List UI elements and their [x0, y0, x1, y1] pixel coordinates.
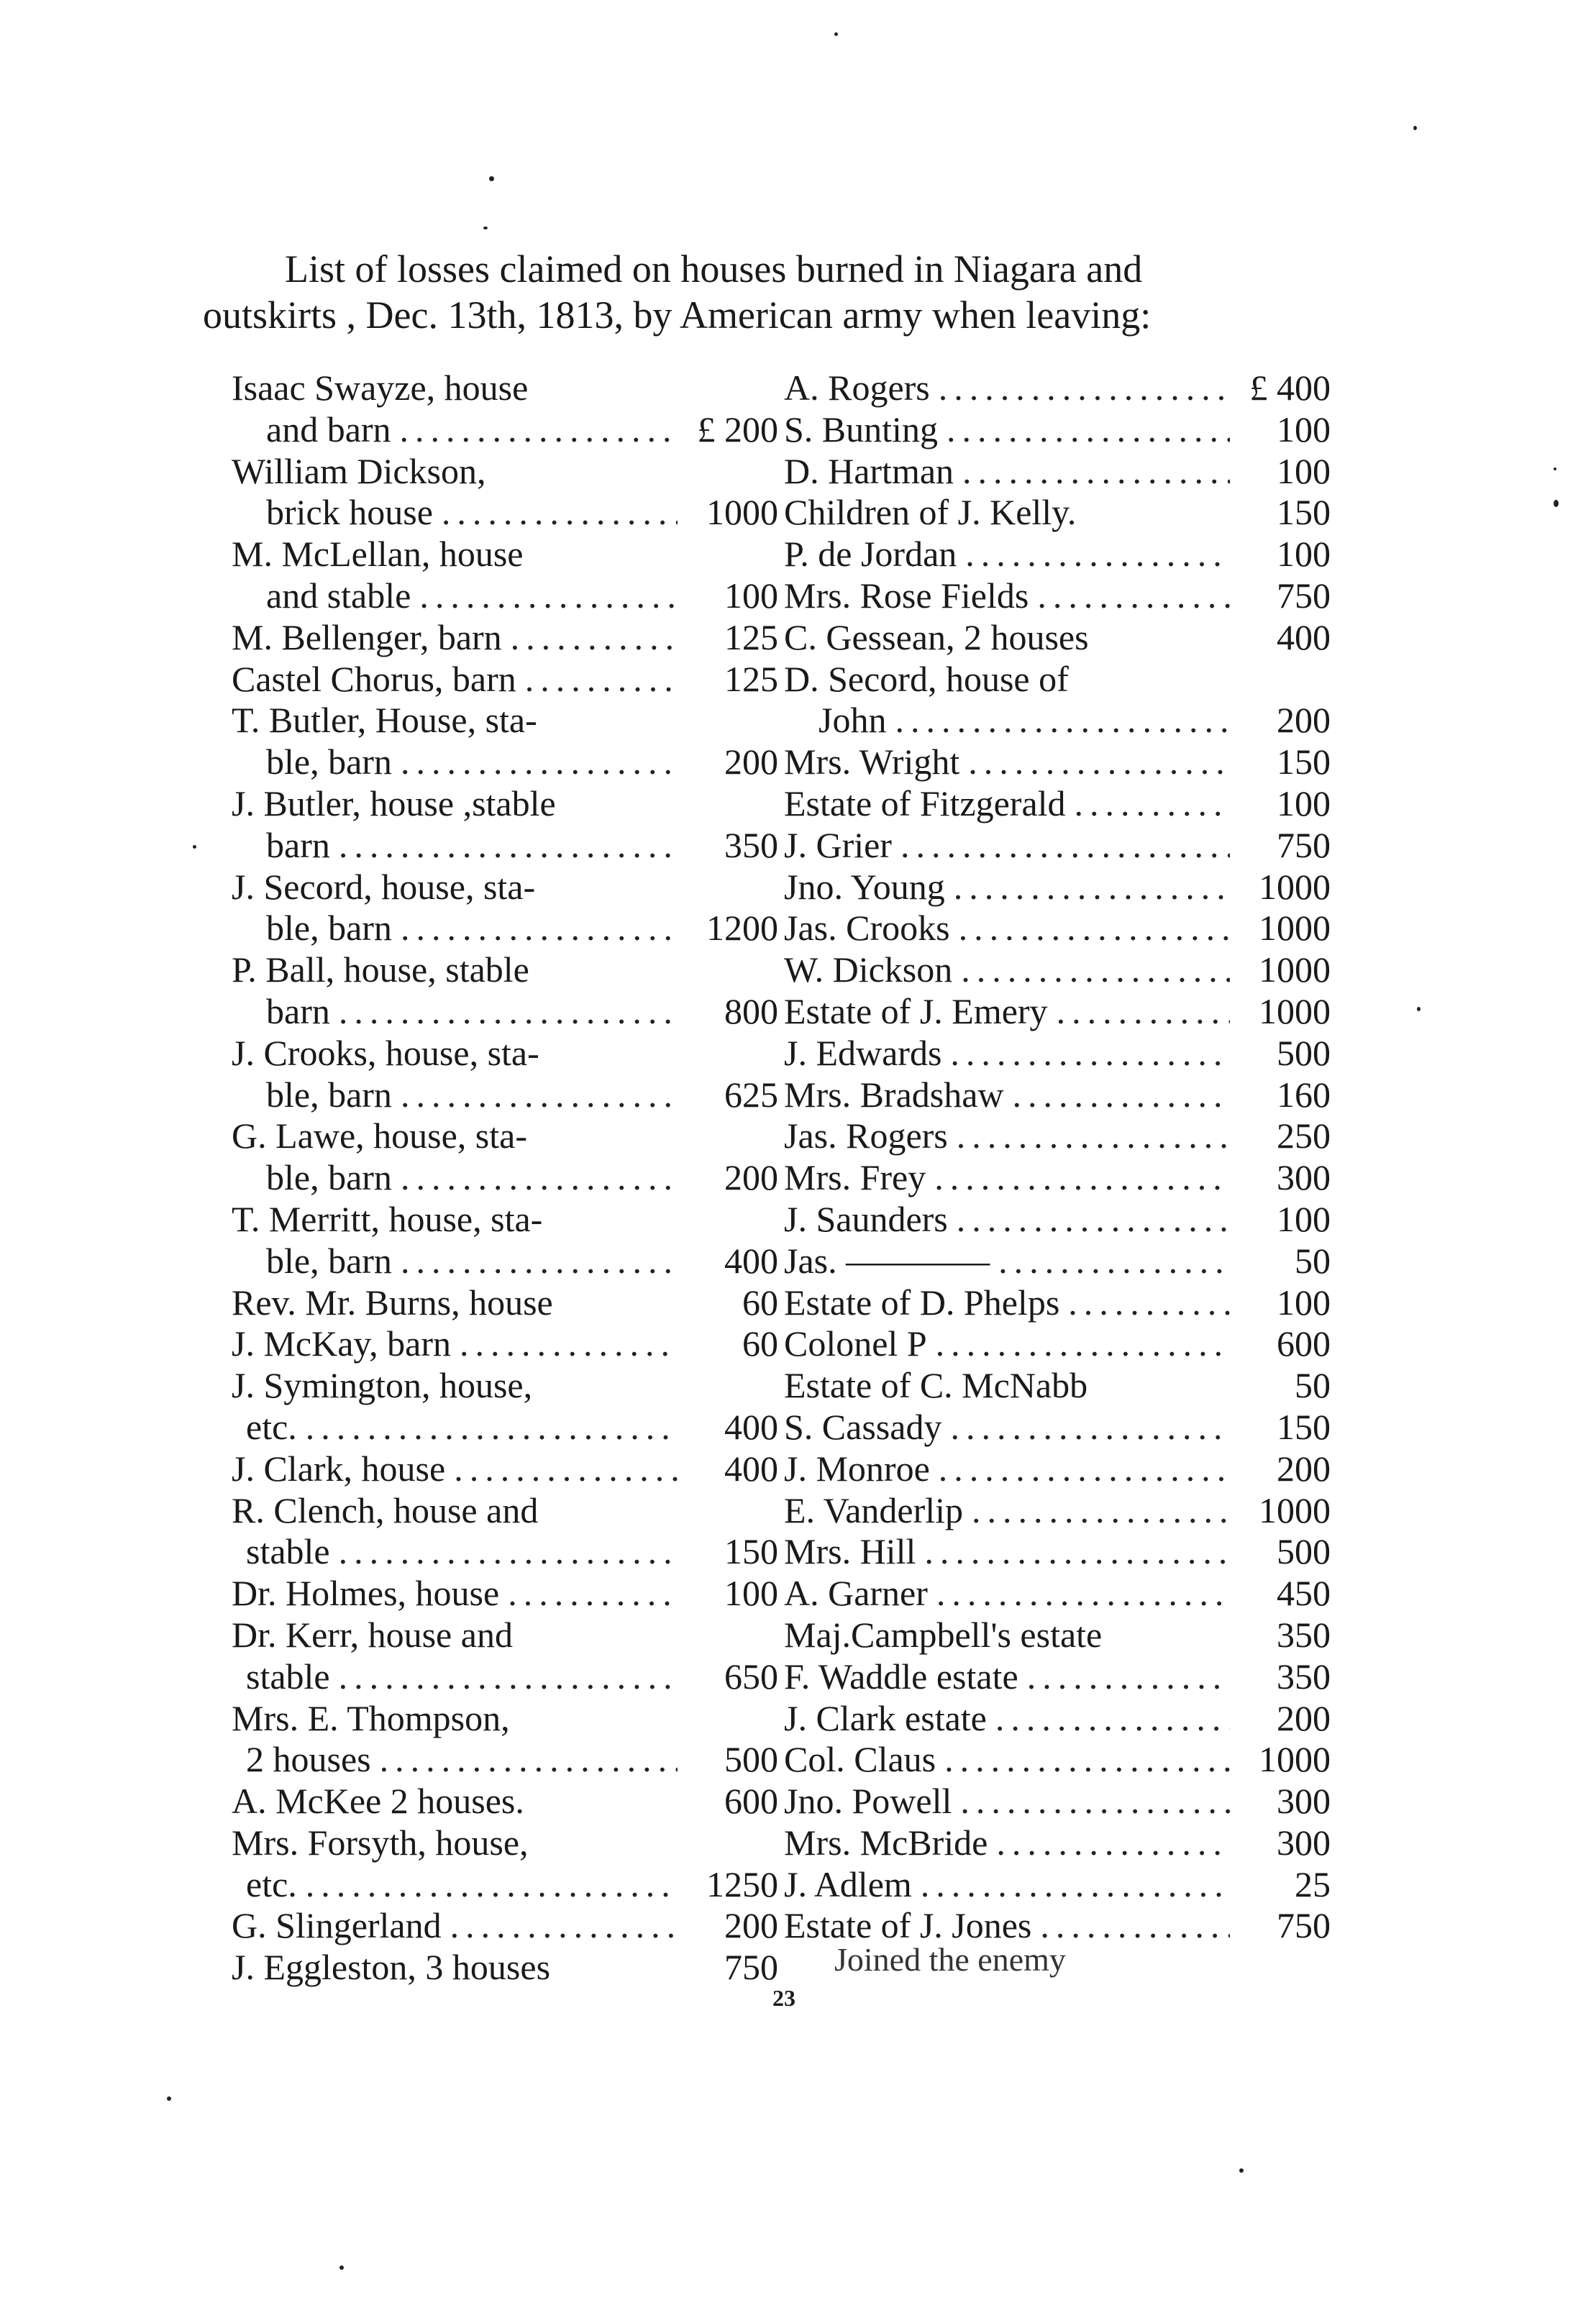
- entry-amount: 200: [1277, 1697, 1331, 1738]
- entry-name: Mrs. Frey: [784, 1157, 926, 1198]
- dot-leader: [912, 1863, 1230, 1905]
- loss-entry-line: [784, 907, 1331, 949]
- dot-leader: [926, 1156, 1230, 1198]
- loss-entry-line: [784, 782, 1331, 824]
- loss-entry-line: [232, 1780, 778, 1822]
- entry-name: D. Hartman: [784, 450, 954, 491]
- loss-entry-line: [784, 1364, 1331, 1406]
- entry-name: G. Slingerland: [232, 1905, 442, 1946]
- loss-entry-line: [784, 990, 1331, 1032]
- loss-entry-line: [784, 1738, 1331, 1780]
- scan-speck: [339, 2265, 344, 2270]
- entry-amount: £ 200: [697, 409, 778, 449]
- dot-leader: [297, 1863, 678, 1905]
- dot-leader: [948, 1198, 1230, 1240]
- entry-name: J. Clark estate: [784, 1697, 987, 1738]
- loss-entry-line: [232, 1406, 778, 1448]
- entry-name: J. Edwards: [784, 1032, 942, 1073]
- entry-name: Col. Claus: [784, 1739, 936, 1780]
- entry-name: Isaac Swayze, house: [232, 368, 529, 408]
- loss-entry-line: [232, 1032, 778, 1074]
- dot-leader: [391, 409, 678, 450]
- entry-amount: 400: [724, 1240, 778, 1281]
- scan-speck: [489, 176, 494, 181]
- dot-leader: [916, 1530, 1230, 1572]
- dot-leader: [892, 824, 1230, 866]
- scan-speck: [1413, 126, 1417, 130]
- entry-name: J. Crooks, house, sta-: [232, 1032, 539, 1073]
- loss-entry-line: [232, 1697, 778, 1739]
- entry-amount: 200: [724, 741, 778, 782]
- dot-leader: [1059, 1282, 1230, 1323]
- entry-amount: 100: [1277, 450, 1331, 491]
- loss-entry-line: [232, 782, 778, 824]
- entry-amount: 1000: [706, 492, 778, 533]
- entry-name: barn: [266, 824, 330, 865]
- entry-name: Jas. Rogers: [784, 1115, 948, 1156]
- entry-amount: 100: [1277, 782, 1331, 823]
- entry-amount: 200: [1277, 1448, 1331, 1489]
- losses-list-left-column: [232, 367, 778, 1988]
- loss-entry-line: [232, 616, 778, 658]
- loss-entry-line: [784, 824, 1331, 866]
- entry-name: etc.: [246, 1406, 297, 1447]
- loss-entry-line: [232, 1946, 778, 1988]
- entry-amount: 450: [1277, 1573, 1331, 1614]
- loss-entry-line: [784, 1489, 1331, 1531]
- entry-amount: 350: [1277, 1614, 1331, 1655]
- entry-name: J. Monroe: [784, 1448, 930, 1489]
- dot-leader: [445, 1448, 678, 1489]
- dot-leader: [330, 1656, 678, 1697]
- loss-entry-line: [784, 1656, 1331, 1697]
- loss-entry-line: [232, 741, 778, 782]
- entry-name: Children of J. Kelly.: [784, 492, 1077, 533]
- entry-name: G. Lawe, house, sta-: [232, 1115, 527, 1156]
- entry-name: D. Secord, house of: [784, 658, 1069, 699]
- dot-leader: [930, 367, 1230, 409]
- entry-amount: 200: [1277, 700, 1331, 741]
- loss-entry-line: [784, 1614, 1331, 1656]
- entry-amount: 750: [724, 1947, 778, 1988]
- entry-name: P. de Jordan: [784, 534, 957, 575]
- entry-name: ble, barn: [266, 908, 392, 949]
- loss-entry-line: [784, 409, 1331, 450]
- entry-amount: 100: [1277, 1282, 1331, 1323]
- entry-name: and barn: [266, 409, 391, 449]
- loss-entry-line: [232, 1530, 778, 1572]
- entry-amount: 1000: [1259, 990, 1331, 1031]
- entry-name: P. Ball, house, stable: [232, 949, 529, 990]
- entry-amount: 800: [724, 990, 778, 1031]
- loss-entry-line: [232, 1489, 778, 1531]
- scan-speck: [483, 227, 488, 229]
- entry-name: J. McKay, barn: [232, 1323, 452, 1364]
- dot-leader: [392, 741, 678, 782]
- loss-entry-line: [784, 1780, 1331, 1822]
- dot-leader: [330, 990, 678, 1032]
- loss-entry-line: [232, 1156, 778, 1198]
- entry-amount: 125: [724, 658, 778, 699]
- loss-entry-line: [232, 1863, 778, 1905]
- entry-name: J. Grier: [784, 824, 892, 865]
- entry-name: T. Butler, House, sta-: [232, 700, 537, 741]
- loss-entry-line: [784, 1198, 1331, 1240]
- loss-entry-line: [232, 1738, 778, 1780]
- entry-name: Mrs. Wright: [784, 741, 960, 782]
- entry-name: Castel Chorus, barn: [232, 658, 516, 699]
- dot-leader: [990, 1240, 1230, 1282]
- entry-amount: 400: [724, 1448, 778, 1489]
- loss-entry-line: [784, 949, 1331, 990]
- entry-amount: 100: [1277, 409, 1331, 449]
- loss-entry-line: [232, 409, 778, 450]
- loss-entry-line: [232, 907, 778, 949]
- entry-name: Mrs. McBride: [784, 1822, 988, 1863]
- loss-entry-line: [784, 699, 1331, 741]
- entry-amount: 200: [724, 1157, 778, 1198]
- entry-name: M. McLellan, house: [232, 534, 524, 575]
- dot-leader: [392, 1156, 678, 1198]
- entry-amount: 125: [724, 616, 778, 657]
- entry-name: F. Waddle estate: [784, 1656, 1018, 1697]
- dot-leader: [392, 1074, 678, 1115]
- dot-leader: [963, 1489, 1230, 1531]
- dot-leader: [959, 741, 1230, 782]
- entry-name: T. Merritt, house, sta-: [232, 1198, 543, 1239]
- entry-amount: 25: [1295, 1863, 1331, 1904]
- entry-name: Jas. ————: [784, 1240, 990, 1281]
- dot-leader: [442, 1904, 678, 1946]
- entry-name: J. Symington, house,: [232, 1365, 533, 1406]
- entry-amount: 625: [724, 1074, 778, 1115]
- entry-name: ble, barn: [266, 1240, 392, 1281]
- loss-entry-line: [232, 658, 778, 700]
- dot-leader: [1004, 1074, 1230, 1115]
- entry-name: Estate of J. Emery: [784, 990, 1048, 1031]
- entry-amount: 1000: [1259, 1739, 1331, 1780]
- entry-amount: 1250: [706, 1863, 778, 1904]
- page-number: 23: [772, 1985, 795, 2011]
- entry-name: brick house: [266, 492, 433, 533]
- heading-line-2: outskirts , Dec. 13th, 1813, by American army when leaving:: [203, 293, 1152, 337]
- entry-amount: 150: [724, 1531, 778, 1572]
- dot-leader: [952, 949, 1230, 990]
- dot-leader: [957, 533, 1230, 575]
- scan-speck: [1417, 1007, 1421, 1011]
- loss-entry-line: [784, 866, 1331, 908]
- entry-name: Colonel P: [784, 1323, 927, 1364]
- loss-entry-line: [784, 575, 1331, 616]
- entry-amount: 1000: [1259, 949, 1331, 990]
- entry-amount: 750: [1277, 824, 1331, 865]
- dot-leader: [927, 1323, 1230, 1364]
- loss-entry-line: [784, 658, 1331, 700]
- entry-amount: 350: [724, 824, 778, 865]
- entry-name: William Dickson,: [232, 450, 486, 491]
- loss-entry-line: [784, 1697, 1331, 1739]
- entry-name: A. Garner: [784, 1573, 928, 1614]
- dot-leader: [1066, 782, 1230, 824]
- entry-name: Mrs. Bradshaw: [784, 1074, 1004, 1115]
- entry-name: Mrs. E. Thompson,: [232, 1697, 510, 1738]
- loss-entry-line: [784, 1074, 1331, 1115]
- loss-entry-line: [784, 491, 1331, 533]
- loss-entry-line: [232, 824, 778, 866]
- dot-leader: [936, 1738, 1230, 1780]
- entry-name: J. Eggleston, 3 houses: [232, 1947, 551, 1988]
- loss-entry-line: [784, 1032, 1331, 1074]
- entry-amount: 600: [1277, 1323, 1331, 1364]
- entry-name: Jno. Young: [784, 866, 945, 907]
- entry-amount: 500: [724, 1739, 778, 1780]
- entry-amount: 650: [724, 1656, 778, 1697]
- scan-speck: [1554, 500, 1559, 507]
- loss-entry-line: [232, 1240, 778, 1282]
- entry-name: John: [818, 700, 887, 741]
- loss-entry-line: [232, 367, 778, 409]
- entry-name: E. Vanderlip: [784, 1489, 964, 1530]
- entry-name: Mrs. Forsyth, house,: [232, 1822, 529, 1863]
- entry-amount: 300: [1277, 1781, 1331, 1822]
- page-heading: [203, 246, 1354, 338]
- loss-entry-line: [232, 1448, 778, 1489]
- entry-name: Estate of C. McNabb: [784, 1365, 1088, 1406]
- loss-entry-line: [232, 1198, 778, 1240]
- dot-leader: [938, 409, 1230, 450]
- heading-line-1: List of losses claimed on houses burned in Niagara and: [285, 247, 1143, 291]
- entry-name: R. Clench, house and: [232, 1489, 539, 1530]
- entry-name: stable: [246, 1531, 330, 1572]
- entry-amount: 60: [742, 1282, 778, 1323]
- entry-name: J. Adlem: [784, 1863, 912, 1904]
- entry-name: Mrs. Hill: [784, 1531, 916, 1572]
- dot-leader: [392, 907, 678, 949]
- entry-amount: 750: [1277, 575, 1331, 616]
- entry-amount: 500: [1277, 1032, 1331, 1073]
- loss-entry-line: [232, 949, 778, 990]
- dot-leader: [392, 1240, 678, 1282]
- entry-name: Dr. Holmes, house: [232, 1573, 500, 1614]
- loss-entry-line: [232, 866, 778, 908]
- entry-name: J. Butler, house ,stable: [232, 782, 556, 823]
- dot-leader: [433, 491, 678, 533]
- entry-name: C. Gessean, 2 houses: [784, 616, 1089, 657]
- dot-leader: [297, 1406, 678, 1448]
- loss-entry-line: [784, 1156, 1331, 1198]
- loss-entry-line: [784, 1572, 1331, 1614]
- entry-name: ble, barn: [266, 741, 392, 782]
- entry-amount: 500: [1277, 1531, 1331, 1572]
- loss-entry-line: [232, 1323, 778, 1364]
- loss-entry-line: [784, 1530, 1331, 1572]
- dot-leader: [941, 1032, 1230, 1074]
- loss-entry-line: [784, 450, 1331, 492]
- entry-name: J. Clark, house: [232, 1448, 446, 1489]
- loss-entry-line: [784, 533, 1331, 575]
- loss-entry-line: [784, 367, 1331, 409]
- loss-entry-line: [784, 1115, 1331, 1156]
- dot-leader: [1029, 575, 1230, 616]
- scan-speck: [1554, 467, 1556, 470]
- dot-leader: [886, 699, 1230, 741]
- loss-entry-line: [232, 1656, 778, 1697]
- entry-amount: 300: [1277, 1157, 1331, 1198]
- loss-entry-line: [232, 533, 778, 575]
- dot-leader: [411, 575, 678, 616]
- entry-amount: 50: [1295, 1365, 1331, 1406]
- dot-leader: [930, 1448, 1230, 1489]
- entry-name: stable: [246, 1656, 330, 1697]
- loss-entry-line: [232, 1074, 778, 1115]
- entry-amount: 150: [1277, 1406, 1331, 1447]
- entry-amount: 600: [724, 1781, 778, 1822]
- dot-leader: [1018, 1656, 1230, 1697]
- entry-amount: 350: [1277, 1656, 1331, 1697]
- entry-amount: 60: [742, 1323, 778, 1364]
- entry-amount: £ 400: [1249, 368, 1331, 408]
- loss-entry-line: [784, 1282, 1331, 1323]
- entry-name: M. Bellenger, barn: [232, 616, 502, 657]
- loss-entry-line: [232, 1904, 778, 1946]
- dot-leader: [945, 866, 1230, 908]
- entry-amount: 200: [724, 1905, 778, 1946]
- loss-entry-line: [784, 1448, 1331, 1489]
- entry-name: Dr. Kerr, house and: [232, 1614, 513, 1655]
- dot-leader: [952, 1780, 1230, 1822]
- dot-leader: [988, 1822, 1230, 1863]
- loss-entry-line: [232, 1364, 778, 1406]
- loss-entry-line: [232, 1572, 778, 1614]
- entry-name: 2 houses: [246, 1739, 371, 1780]
- entry-name: W. Dickson: [784, 949, 953, 990]
- loss-entry-line: [784, 741, 1331, 782]
- entry-amount: 750: [1277, 1905, 1331, 1946]
- entry-amount: 150: [1277, 492, 1331, 533]
- loss-entry-line: [784, 1406, 1331, 1448]
- dot-leader: [941, 1406, 1230, 1448]
- entry-name: ble, barn: [266, 1074, 392, 1115]
- dot-leader: [950, 907, 1230, 949]
- loss-entry-line: [784, 1240, 1331, 1282]
- entry-amount: 100: [1277, 1198, 1331, 1239]
- entry-amount: 150: [1277, 741, 1331, 782]
- scan-speck: [193, 845, 196, 849]
- entry-name: Jno. Powell: [784, 1781, 952, 1822]
- entry-name: J. Secord, house, sta-: [232, 866, 536, 907]
- dot-leader: [516, 658, 678, 700]
- loss-entry-line: [232, 1614, 778, 1656]
- entry-amount: 250: [1277, 1115, 1331, 1156]
- loss-entry-line: [232, 491, 778, 533]
- footnote-joined-enemy: Joined the enemy: [834, 1941, 1066, 1978]
- loss-entry-line: [784, 1863, 1331, 1905]
- dot-leader: [502, 616, 678, 658]
- loss-entry-line: [784, 1323, 1331, 1364]
- entry-amount: 100: [1277, 534, 1331, 575]
- loss-entry-line: [232, 1115, 778, 1156]
- entry-amount: 1200: [706, 908, 778, 949]
- dot-leader: [954, 450, 1230, 492]
- entry-name: Mrs. Rose Fields: [784, 575, 1029, 616]
- entry-amount: 400: [724, 1406, 778, 1447]
- entry-amount: 1000: [1259, 908, 1331, 949]
- entry-amount: 160: [1277, 1074, 1331, 1115]
- loss-entry-line: [784, 1822, 1331, 1863]
- entry-name: and stable: [266, 575, 411, 616]
- entry-name: S. Bunting: [784, 409, 938, 449]
- entry-amount: 1000: [1259, 1489, 1331, 1530]
- dot-leader: [330, 824, 678, 866]
- entry-amount: 300: [1277, 1822, 1331, 1863]
- dot-leader: [330, 1530, 678, 1572]
- dot-leader: [987, 1697, 1230, 1739]
- scan-speck: [1239, 2168, 1244, 2173]
- entry-name: Estate of J. Jones: [784, 1905, 1032, 1946]
- dot-leader: [371, 1738, 678, 1780]
- entry-name: Jas. Crooks: [784, 908, 950, 949]
- entry-name: Estate of Fitzgerald: [784, 782, 1066, 823]
- dot-leader: [499, 1572, 678, 1614]
- entry-name: A. McKee 2 houses.: [232, 1781, 524, 1822]
- entry-amount: 100: [724, 575, 778, 616]
- entry-name: J. Saunders: [784, 1198, 948, 1239]
- entry-amount: 50: [1295, 1240, 1331, 1281]
- entry-name: A. Rogers: [784, 368, 930, 408]
- losses-list-right-column: [784, 367, 1331, 1946]
- entry-name: Maj.Campbell's estate: [784, 1614, 1103, 1655]
- entry-name: Estate of D. Phelps: [784, 1282, 1060, 1323]
- entry-name: etc.: [246, 1863, 297, 1904]
- loss-entry-line: [232, 450, 778, 492]
- loss-entry-line: [232, 990, 778, 1032]
- dot-leader: [1048, 990, 1230, 1032]
- loss-entry-line: [232, 1282, 778, 1323]
- loss-entry-line: [232, 1822, 778, 1863]
- dot-leader: [948, 1115, 1230, 1156]
- entry-name: barn: [266, 990, 330, 1031]
- dot-leader: [451, 1323, 678, 1364]
- entry-name: ble, barn: [266, 1157, 392, 1198]
- entry-name: S. Cassady: [784, 1406, 942, 1447]
- dot-leader: [928, 1572, 1230, 1614]
- loss-entry-line: [232, 699, 778, 741]
- entry-name: Rev. Mr. Burns, house: [232, 1282, 553, 1323]
- loss-entry-line: [232, 575, 778, 616]
- scan-speck: [834, 32, 838, 36]
- scan-speck: [167, 2096, 171, 2101]
- entry-amount: 100: [724, 1573, 778, 1614]
- entry-amount: 400: [1277, 616, 1331, 657]
- entry-amount: 1000: [1259, 866, 1331, 907]
- loss-entry-line: [784, 616, 1331, 658]
